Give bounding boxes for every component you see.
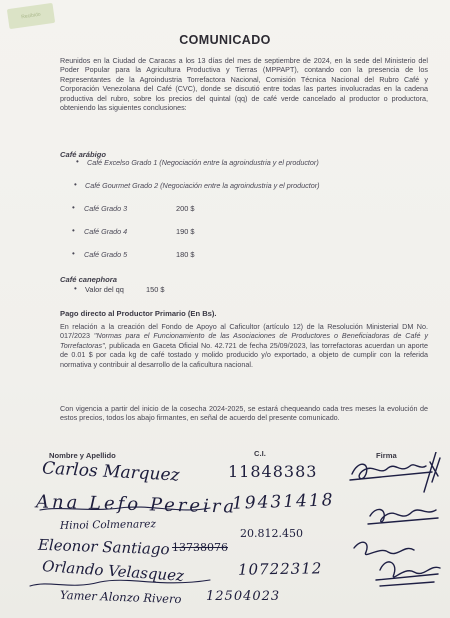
col-ci-header: C.I. xyxy=(254,449,266,458)
arabigo-item-2-label: Café Gourmet Grado 2 (Negociación entre la agroindustria y el productor) xyxy=(85,181,320,190)
arabigo-item-5-label: Café Grado 5 xyxy=(84,250,128,259)
arabigo-item-4-price: 190 $ xyxy=(176,227,195,236)
bullet-icon: • xyxy=(72,203,75,212)
pago-heading: Pago directo al Productor Primario (En Bs). xyxy=(60,309,217,318)
bullet-icon: • xyxy=(76,157,79,166)
canephora-item-price: 150 $ xyxy=(146,285,165,294)
signature-row-2-name: Ana Lefo Pereira xyxy=(35,491,238,518)
bullet-icon: • xyxy=(72,249,75,258)
bullet-icon: • xyxy=(74,180,77,189)
row-2-underline xyxy=(40,507,210,510)
signature-row-2-ci: 19431418 xyxy=(231,490,335,514)
arabigo-item-3-price: 200 $ xyxy=(176,204,195,213)
arabigo-item-5-price: 180 $ xyxy=(176,250,195,259)
col-firma-header: Firma xyxy=(376,451,397,460)
pago-text-a: En relación a la creación del Fondo de Apoyo al Caficultor (artículo 12) de la Resolución Ministerial DM No. 017/2023 xyxy=(60,322,428,341)
pago-text-b: , publicada en Gaceta Oficial No. 42.721 de fecha 25/09/2023, las torrefactoras acuerdan un aporte de 0.01 $ por cada kg de café tostado y molido producido y/o exportado, a objeto de cumplir con la referida normativa y contribuir al desarrollo de la caficultura nacional. xyxy=(60,340,428,369)
signature-row-5-name: Orlando Velasquez xyxy=(41,557,185,585)
arabigo-heading: Café arábigo xyxy=(60,150,106,159)
arabigo-item-4-label: Café Grado 4 xyxy=(84,227,128,236)
signature-row-6-ci: 12504023 xyxy=(206,589,281,604)
bullet-icon: • xyxy=(74,284,77,293)
signature-row-3-ci: 20.812.450 xyxy=(240,527,303,540)
canephora-heading: Café canephora xyxy=(60,275,117,284)
intro-paragraph: Reunidos en la Ciudad de Caracas a los 13 días del mes de septiembre de 2024, en la sede del Ministerio del Poder Popular para la Agricultura Productiva y Tierras (MPPAPT), contando con la presencia de los Representantes de la Agroindustria Torrefactora Nacional, Comisión Técnica Nacional del Rubro Café y Corporación Venezolana del Café (CVC), donde se discutió entre todas las partes involucradas en la cadena productiva del rubro, sobre los precios del quintal (qq) de café verde cancelado al productor o productora, obteniendo las siguientes conclusiones: xyxy=(60,56,428,113)
col-name-header: Nombre y Apellido xyxy=(49,451,116,460)
signature-row-5-ci: 10722312 xyxy=(237,559,323,579)
signature-row-1-ci: 11848383 xyxy=(228,462,318,481)
pago-text-italic: "Normas para el Funcionamiento de las Asociaciones de Productores o Beneficiadoras de Café y Torrefactoras" xyxy=(60,331,428,350)
canephora-item-label: Valor del qq xyxy=(85,285,124,294)
signature-row-6-name: Yamer Alonzo Rivero xyxy=(59,587,182,607)
arabigo-item-1-label: Café Excelso Grado 1 (Negociación entre la agroindustria y el productor) xyxy=(87,158,319,167)
row-5-underline xyxy=(30,580,210,586)
vigencia-paragraph: Con vigencia a partir del inicio de la cosecha 2024-2025, se estará chequeando cada tres meses la evolución de estos precios, todos los abajo firmantes, en señal de acuerdo del presente comunicado. xyxy=(60,404,428,423)
arabigo-item-3-label: Café Grado 3 xyxy=(84,204,128,213)
signature-row-4-name: Eleonor Santiago xyxy=(37,535,170,559)
bullet-icon: • xyxy=(72,226,75,235)
received-stamp: Recibido xyxy=(7,3,55,29)
document-title: COMUNICADO xyxy=(179,33,271,47)
signature-row-3-name: Hinoi Colmenarez xyxy=(59,518,157,532)
signature-row-4-ci: 13738076 xyxy=(172,541,228,554)
signature-row-1-name: Carlos Marquez xyxy=(41,458,181,486)
